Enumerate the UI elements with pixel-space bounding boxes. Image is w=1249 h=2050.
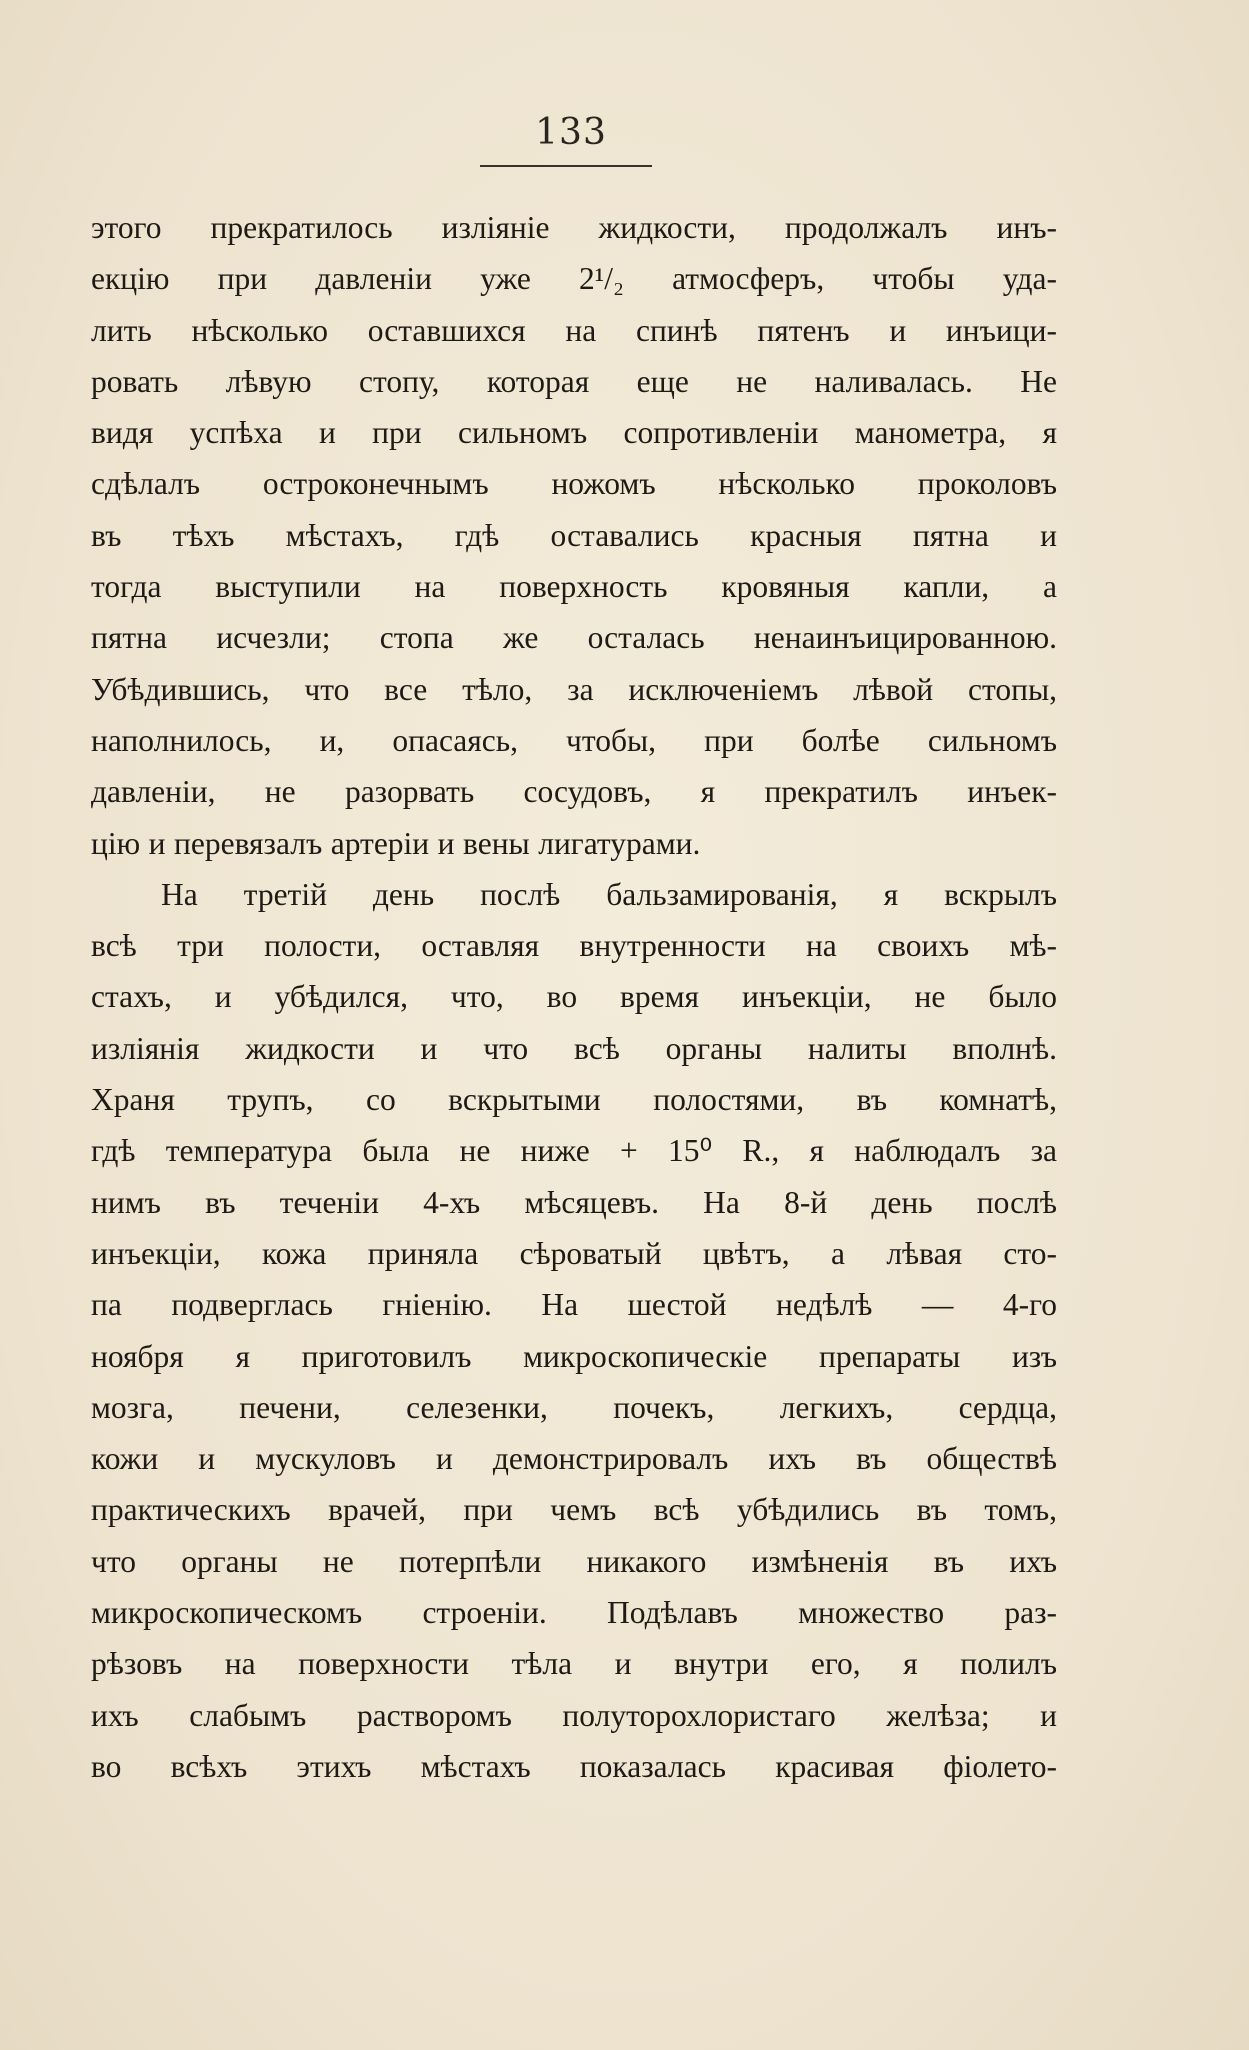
text-line: пятна исчезли; стопа же осталась ненаинъицированною.	[91, 620, 1057, 656]
text-line: инъекціи, кожа приняла сѣроватый цвѣтъ, а лѣвая сто-	[91, 1235, 1057, 1271]
text-line: наполнилось, и, опасаясь, чтобы, при болѣе сильномъ	[91, 722, 1057, 758]
text-line: рѣзовъ на поверхности тѣла и внутри его, я полилъ	[91, 1646, 1057, 1682]
text-line: кожи и мускуловъ и демонстрировалъ ихъ въ обществѣ	[91, 1441, 1057, 1477]
body-text	[91, 202, 1057, 1792]
text-line: всѣ три полости, оставляя внутренности на своихъ мѣ-	[91, 928, 1057, 964]
text-line: Храня трупъ, со вскрытыми полостями, въ комнатѣ,	[91, 1082, 1057, 1118]
text-line: ноября я приготовилъ микроскопическіе препараты изъ	[91, 1338, 1057, 1374]
text-line: ровать лѣвую стопу, которая еще не наливалась. Не	[91, 363, 1057, 399]
text-line: въ тѣхъ мѣстахъ, гдѣ оставались красныя пятна и	[91, 517, 1057, 553]
text-line: па подверглась гніенію. На шестой недѣлѣ — 4-го	[91, 1287, 1057, 1323]
text-line: практическихъ врачей, при чемъ всѣ убѣдились въ томъ,	[91, 1492, 1057, 1528]
text-line: екцію при давленіи уже 2¹/₂ атмосферъ, чтобы уда-	[91, 261, 1057, 297]
text-line: нимъ въ теченіи 4-хъ мѣсяцевъ. На 8-й день послѣ	[91, 1184, 1057, 1220]
text-line: ихъ слабымъ растворомъ полуторохлористаго желѣза; и	[91, 1697, 1057, 1733]
text-line: цію и перевязалъ артеріи и вены лигатурами.	[91, 825, 701, 861]
text-line: мозга, печени, селезенки, почекъ, легкихъ, сердца,	[91, 1389, 1057, 1425]
text-line: На третій день послѣ бальзамированія, я вскрылъ	[161, 876, 1057, 912]
text-line: микроскопическомъ строеніи. Подѣлавъ множество раз-	[91, 1595, 1057, 1631]
text-line: сдѣлалъ остроконечнымъ ножомъ нѣсколько проколовъ	[91, 466, 1057, 502]
text-line: давленіи, не разорвать сосудовъ, я прекратилъ инъек-	[91, 774, 1057, 810]
text-line: стахъ, и убѣдился, что, во время инъекціи, не было	[91, 979, 1057, 1015]
text-line: тогда выступили на поверхность кровяныя капли, а	[91, 569, 1057, 605]
text-line: что органы не потерпѣли никакого измѣненія въ ихъ	[91, 1543, 1057, 1579]
text-line: во всѣхъ этихъ мѣстахъ показалась красивая фіолето-	[91, 1748, 1057, 1784]
text-line: лить нѣсколько оставшихся на спинѣ пятенъ и инъици-	[91, 312, 1057, 348]
header-rule	[480, 165, 652, 167]
text-line: изліянія жидкости и что всѣ органы налиты вполнѣ.	[91, 1030, 1057, 1066]
text-line: гдѣ температура была не ниже + 15⁰ R., я наблюдалъ за	[91, 1133, 1057, 1169]
page-number: 133	[535, 112, 607, 153]
paragraph-1	[91, 202, 1057, 869]
text-line: Убѣдившись, что все тѣло, за исключеніемъ лѣвой стопы,	[91, 671, 1057, 707]
paragraph-2	[91, 869, 1057, 1792]
text-line: видя успѣха и при сильномъ сопротивленіи манометра, я	[91, 415, 1057, 451]
text-line: этого прекратилось изліяніе жидкости, продолжалъ инъ-	[91, 210, 1057, 245]
